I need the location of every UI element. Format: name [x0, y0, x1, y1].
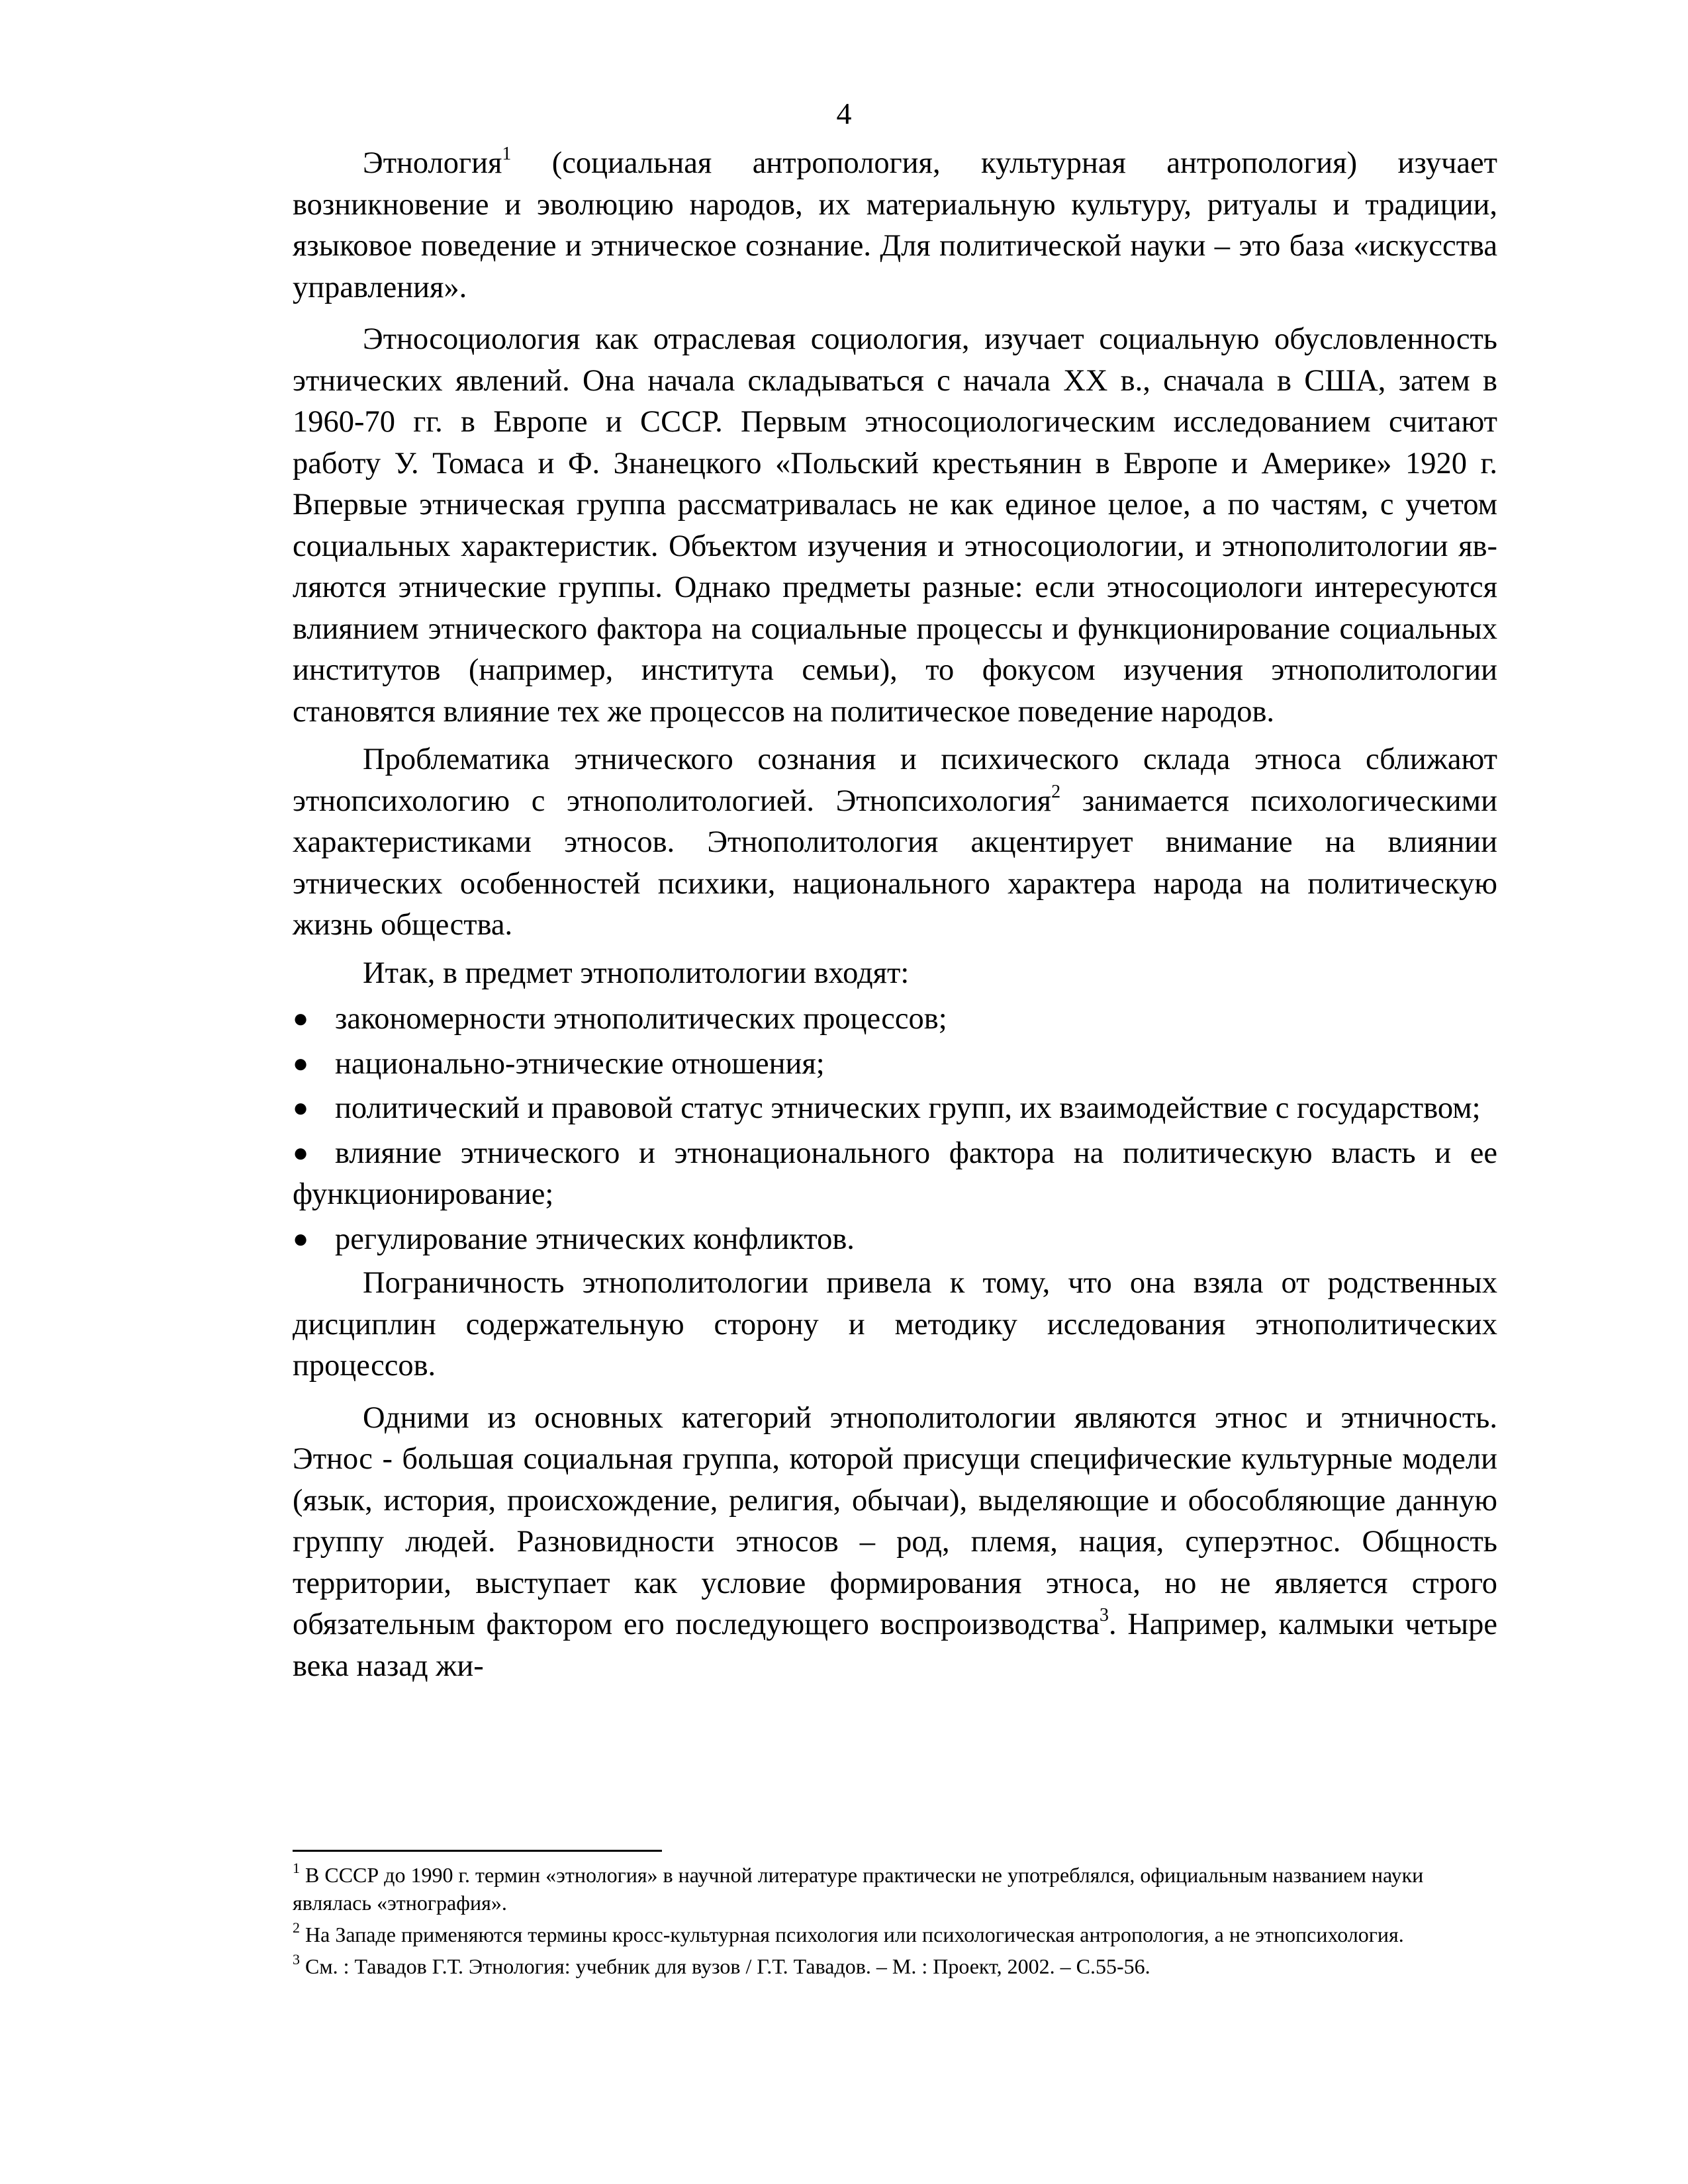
footnote-mark: 2	[293, 1919, 300, 1936]
list-item	[293, 1087, 1497, 1130]
footnote	[293, 1921, 1497, 1948]
footnote	[293, 1861, 1497, 1917]
paragraph-text: . Например, калмыки четыре века назад жи-	[293, 1608, 1497, 1683]
footnote-text: См. : Тавадов Г.Т. Этнология: учебник для вузов / Г.Т. Тавадов. – М. : Проект, 2002. – С.55-56.	[300, 1954, 1150, 1978]
paragraph-text: Проблематика этнического сознания и психического склада этноса сближают этнопсихологию с этнополитологией. Этнопсихология	[293, 743, 1497, 818]
paragraph-borderline: Пограничность этнополитологии привела к тому, что она взяла от родственных дисциплин содержательную сторону и методику исследования этнополитических процессов.	[293, 1266, 1497, 1383]
bullet-icon: ●	[293, 1093, 309, 1122]
paragraph-ethnosociology: Этносоциология как отраслевая социология, изучает социальную обусловленность этнических явлений. Она начала складываться с начала XX в., сначала в США, затем в 1960-70 гг. в Европе и СССР. Первым этносоциологическим исследованием считают работу У. Томаса и Ф. Знанецкого «Польский крестьянин в Европе и Америке» 1920 г. Впервые этническая группа рассматривалась не как единое целое, а по частям, с учетом социальных характеристик. Объектом изучения и этносоциологии, и этнополитологии являются этнические группы. Однако предметы разные: если этносоциологи интересуются влиянием этнического фактора на социальные процессы и функционирование социальных институтов (например, института семьи), то фокусом изучения этнополитологии становятся влияние тех же процессов на политическое поведение народов.	[293, 322, 1497, 729]
list-item	[293, 998, 1497, 1040]
footnote-reference: 3	[1100, 1605, 1109, 1625]
footnote-text: В СССР до 1990 г. термин «этнология» в научной литературе практически не употреблялся, официальным названием науки являлась «этнография».	[293, 1863, 1424, 1915]
footnote-reference: 1	[502, 144, 512, 164]
footnote-mark: 1	[293, 1860, 300, 1876]
list-item	[293, 1132, 1497, 1216]
paragraph-ethnopsychology	[293, 739, 1497, 946]
list-item	[293, 1043, 1497, 1085]
bullet-icon: ●	[293, 1223, 309, 1253]
paragraph-ethnology	[293, 143, 1497, 308]
bullet-icon: ●	[293, 1003, 309, 1033]
paragraph-text: занимается психологическими характеристиками этносов. Этнополитология акцентирует внимание на влиянии этнических особенностей психики, национального характера народа на политическую жизнь общества.	[293, 784, 1497, 942]
subject-bullet-list	[293, 998, 1497, 1260]
list-item-text: национально-этнические отношения;	[335, 1046, 825, 1081]
list-item-text: закономерности этнополитических процессов;	[335, 1002, 947, 1036]
paragraph-text: (социальная антропология, культурная антропология) изучает возникновение и эволюцию народов, их материальную культуру, ритуалы и традиции, языковое поведение и этническое сознание. Для политической науки – это база «искусства управления».	[293, 146, 1497, 304]
list-item-text: влияние этнического и этнонационального фактора на политическую власть и ее функционирование;	[293, 1136, 1497, 1211]
footnotes	[293, 1861, 1497, 1984]
body-text	[293, 143, 1497, 1687]
paragraph-ethnos	[293, 1398, 1497, 1688]
list-item-text: регулирование этнических конфликтов.	[335, 1222, 855, 1256]
bullet-icon: ●	[293, 1137, 309, 1167]
footnote-mark: 3	[293, 1951, 300, 1968]
paragraph-subject-intro: Итак, в предмет этнополитологии входят:	[363, 956, 910, 990]
footnote	[293, 1952, 1497, 1980]
bullet-icon: ●	[293, 1048, 309, 1078]
page-number: 4	[836, 97, 852, 130]
paragraph-text: Одними из основных категорий этнополитологии являются этнос и этничность. Этнос - большая социальная группа, которой присущи специфические культурные модели (язык, история, происхождение, религия, обычаи), выделяющие и обособляющие данную группу людей. Разновидности этносов – род, племя, нация, суперэтнос. Общность территории, выступает как условие формирования этноса, но не является строго обязательным фактором его последующего воспроизводства	[293, 1400, 1497, 1641]
list-item	[293, 1218, 1497, 1261]
footnote-separator	[293, 1850, 662, 1852]
footnote-text: На Западе применяются термины кросс-культурная психология или психологическая антропология, а не этнопсихология.	[300, 1923, 1404, 1946]
list-item-text: политический и правовой статус этнических групп, их взаимодействие с государством;	[335, 1091, 1481, 1125]
footnote-reference: 2	[1051, 781, 1061, 802]
paragraph-text: Этнология	[363, 146, 502, 180]
